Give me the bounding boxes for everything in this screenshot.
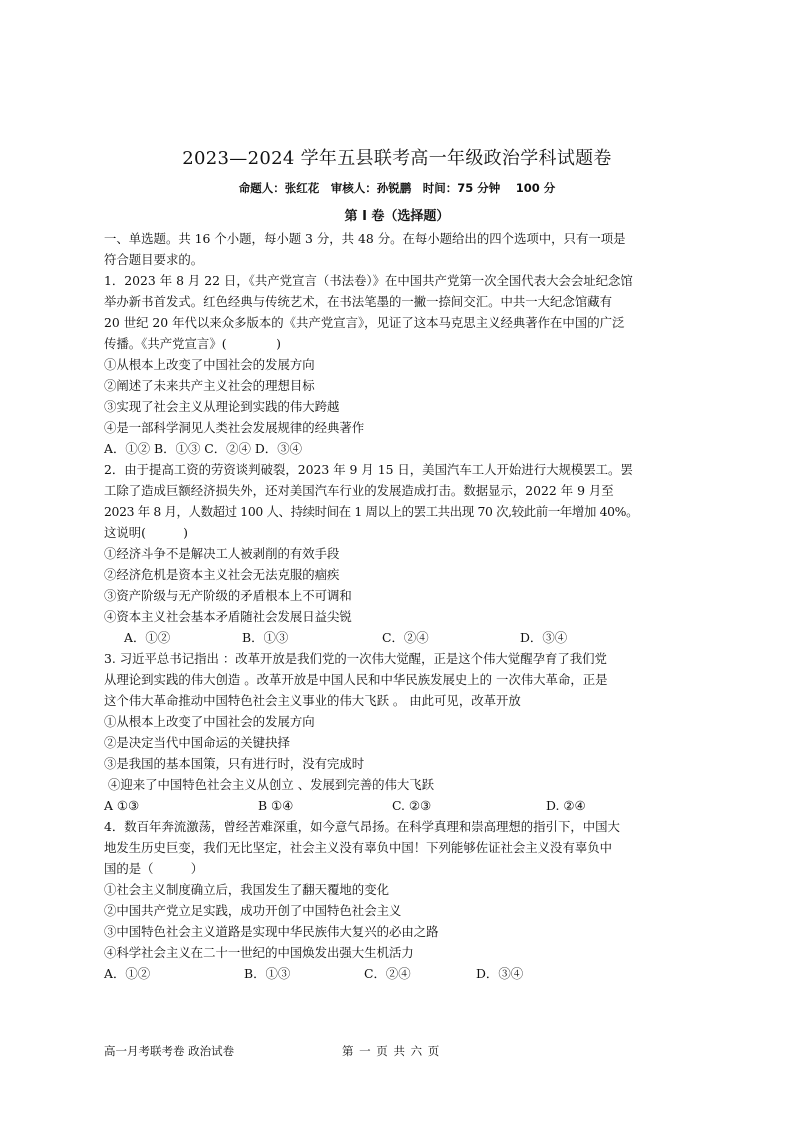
question-body xyxy=(104,228,688,984)
question-2 xyxy=(104,459,688,648)
statement-item: ①经济斗争不是解决工人被剥削的有效手段 xyxy=(104,546,340,561)
option-b: B．①③ xyxy=(244,966,291,981)
option-b: B ①④ xyxy=(258,798,294,813)
statement-item: ②是决定当代中国命运的关键抉择 xyxy=(104,735,290,750)
question-stem-line: 这个伟大革命推动中国特色社会主义事业的伟大飞跃 。 由此可见，改革开放 xyxy=(104,693,521,708)
statement-item: ③中国特色社会主义道路是实现中华民族伟大复兴的必由之路 xyxy=(104,924,439,939)
statement-item: ③资产阶级与无产阶级的矛盾根本上不可调和 xyxy=(104,588,352,603)
statement-item: ④科学社会主义在二十一世纪的中国焕发出强大生机活力 xyxy=(104,945,414,960)
question-stem-line: 举办新书首发式。红色经典与传统艺术，在书法笔墨的一撇一捺间交汇。中共一大纪念馆藏有 xyxy=(104,294,613,309)
question-stem-line: 地发生历史巨变，我们无比坚定，社会主义没有辜负中国！下列能够佐证社会主义没有辜负中 xyxy=(104,840,613,855)
statement-item: ④资本主义社会基本矛盾随社会发展日益尖锐 xyxy=(104,609,352,624)
statement-item: ③是我国的基本国策，只有进行时，没有完成时 xyxy=(104,756,365,771)
option-d: D．③④ xyxy=(520,630,568,645)
page-title: 2023—2024 学年五县联考高一年级政治学科试题卷 xyxy=(182,148,612,169)
option-d: D. ②④ xyxy=(546,798,586,813)
question-stem-line: 国的是（ ） xyxy=(104,861,204,876)
statement-item: ④是一部科学洞见人类社会发展规律的经典著作 xyxy=(104,420,365,435)
question-3 xyxy=(104,648,688,816)
statement-item: ①从根本上改变了中国社会的发展方向 xyxy=(104,714,315,729)
question-stem-line: 2．由于提高工资的劳资谈判破裂，2023 年 9 月 15 日，美国汽车工人开始进行大规模罢工。罢 xyxy=(104,462,633,477)
option-a: A．①② xyxy=(104,966,151,981)
answer-options xyxy=(104,963,688,984)
footer-page-number: 第 一 页 共 六 页 xyxy=(342,1044,441,1058)
exam-meta: 命题人：张红花 审核人：孙锐鹏 时间：75 分钟 100 分 xyxy=(238,181,556,195)
instructions-line: 符合题目要求的。 xyxy=(104,252,204,267)
option-a: A ①③ xyxy=(104,798,140,813)
option-d: D．③④ xyxy=(476,966,524,981)
statement-item: ①社会主义制度确立后，我国发生了翻天覆地的变化 xyxy=(104,882,389,897)
option-a: A．①② xyxy=(124,630,171,645)
question-stem-line: 工除了造成巨额经济损失外，还对美国汽车行业的发展造成打击。数据显示，2022 年 9 月至 xyxy=(104,483,614,498)
question-stem-line: 传播。《共产党宣言》( ) xyxy=(104,336,281,351)
question-4 xyxy=(104,816,688,984)
instructions-line: 一、单选题。共 16 个小题，每小题 3 分，共 48 分。在每小题给出的四个选项中，只有一项是 xyxy=(104,231,626,246)
question-stem-line: 20 世纪 20 年代以来众多版本的《共产党宣言》，见证了这本马克思主义经典著作在中国的广泛 xyxy=(104,315,625,330)
question-stem-line: 4．数百年奔流激荡，曾经苦难深重，如今意气昂扬。在科学真理和崇高理想的指引下，中国大 xyxy=(104,819,620,834)
answer-options: A．①② B．①③ C．②④ D．③④ xyxy=(104,441,302,456)
option-c: C. ②③ xyxy=(392,798,432,813)
statement-item: ②中国共产党立足实践，成功开创了中国特色社会主义 xyxy=(104,903,402,918)
option-c: C．②④ xyxy=(364,966,411,981)
answer-options xyxy=(104,795,688,816)
statement-item: ②经济危机是资本主义社会无法克服的痼疾 xyxy=(104,567,340,582)
question-stem-line: 2023 年 8 月，人数超过 100 人、持续时间在 1 周以上的罢工共出现 70 次,较此前一年增加 40%。 xyxy=(104,504,639,519)
question-1 xyxy=(104,270,688,459)
footer-exam-name: 高一月考联考卷 政治试卷 xyxy=(104,1044,235,1058)
answer-options xyxy=(104,627,688,648)
question-stem-line: 1．2023 年 8 月 22 日，《共产党宣言（书法卷）》在中国共产党第一次全国代表大会会址纪念馆 xyxy=(104,273,633,288)
question-stem-line: 3. 习近平总书记指出 ：改革开放是我们党的一次伟大觉醒，正是这个伟大觉醒孕育了我们党 xyxy=(104,651,607,666)
section-heading: 第 I 卷（选择题） xyxy=(344,209,450,224)
statement-item: ③实现了社会主义从理论到实践的伟大跨越 xyxy=(104,399,340,414)
statement-item: ②阐述了未来共产主义社会的理想目标 xyxy=(104,378,315,393)
option-b: B．①③ xyxy=(242,630,289,645)
question-stem-line: 这说明( ) xyxy=(104,525,189,540)
statement-item: ①从根本上改变了中国社会的发展方向 xyxy=(104,357,315,372)
statement-item: ④迎来了中国特色社会主义从创立 、发展到完善的伟大飞跃 xyxy=(104,777,435,792)
option-c: C．②④ xyxy=(382,630,429,645)
question-stem-line: 从理论到实践的伟大创造 。改革开放是中国人民和中华民族发展史上的 一次伟大革命，正是 xyxy=(104,672,608,687)
